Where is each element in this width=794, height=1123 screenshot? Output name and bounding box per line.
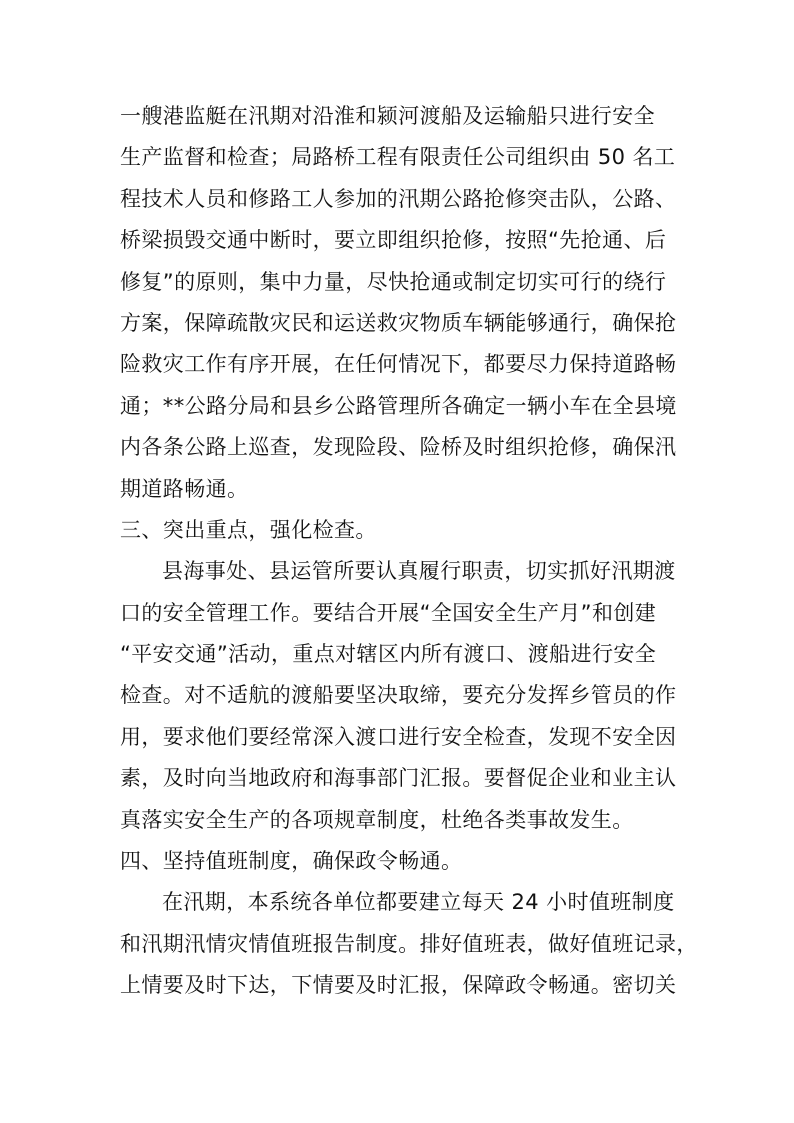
text-line: 在汛期，本系统各单位都要建立每天 24 小时值班制度 [162,890,675,915]
text-line: 检查。对不适航的渡船要坚决取缔，要充分发挥乡管员的作 [120,683,677,708]
text-line: 和汛期汛情灾情值班报告制度。排好值班表，做好值班记录， [120,931,698,956]
section-heading-3 [120,510,680,551]
text-line: 生产监督和检查；局路桥工程有限责任公司组织由 50 名工 [120,145,676,170]
text-line: 方案，保障疏散灾民和运送救灾物质车辆能够通行，确保抢 [120,310,677,335]
document-body [120,96,698,1007]
text-line: 修复”的原则，集中力量，尽快抢通或制定切实可行的绕行 [120,269,667,294]
text-line: 用，要求他们要经常深入渡口进行安全检查，发现不安全因 [120,724,677,749]
section-heading-4 [120,841,680,882]
text-line: 险救灾工作有序开展，在任何情况下，都要尽力保持道路畅 [120,352,677,377]
text-line: 素，及时向当地政府和海事部门汇报。要督促企业和业主认 [120,766,677,791]
text-line: 一艘港监艇在汛期对沿淮和颍河渡船及运输船只进行安全 [120,104,655,128]
paragraph-bridge-repair [120,96,680,510]
text-line: 口的安全管理工作。要结合开展“全国安全生产月”和创建 [120,600,657,625]
text-line: 县海事处、县运管所要认真履行职责，切实抓好汛期渡 [162,559,676,584]
text-line: 内各条公路上巡查，发现险段、险桥及时组织抢修，确保汛 [120,435,677,460]
text-line: 期道路畅通。 [120,476,249,501]
text-line: 上情要及时下达，下情要及时汇报，保障政令畅通。密切关 [120,973,677,998]
text-line: 真落实安全生产的各项规章制度，杜绝各类事故发生。 [120,807,634,832]
text-line: 桥梁损毁交通中断时，要立即组织抢修，按照“先抢通、后 [120,228,667,253]
heading-text: 三、突出重点，强化检查。 [120,517,377,542]
heading-text: 四、坚持值班制度，确保政令畅通。 [120,849,463,874]
text-line: “平安交通”活动，重点对辖区内所有渡口、渡船进行安全 [120,642,657,667]
text-line: 通；**公路分局和县乡公路管理所各确定一辆小车在全县境 [120,393,677,418]
text-line: 程技术人员和修路工人参加的汛期公路抢修突击队，公路、 [120,186,677,211]
paragraph-duty-system [120,882,698,1006]
paragraph-ferry-inspection [120,551,680,841]
